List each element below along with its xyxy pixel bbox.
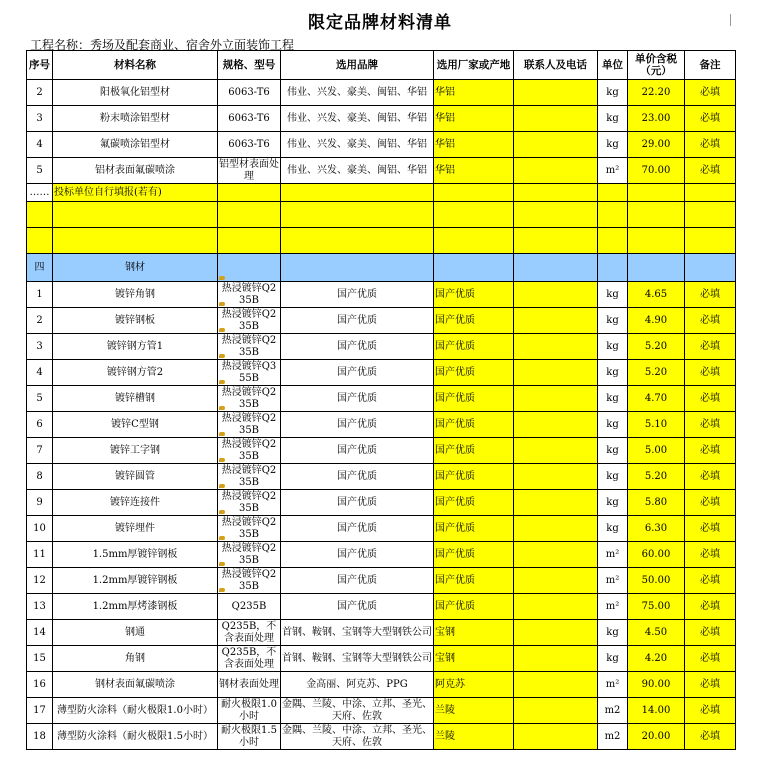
cell-remark[interactable]: 必填 bbox=[685, 438, 736, 464]
cell-no[interactable]: 9 bbox=[27, 490, 53, 516]
header-price: 单价含税（元） bbox=[628, 51, 685, 80]
cell-brand[interactable]: 国产优质 bbox=[281, 412, 434, 438]
cell-vendor[interactable]: 宝钢 bbox=[434, 646, 514, 672]
cell-spec[interactable]: 热浸镀锌Q235B bbox=[218, 438, 281, 464]
cell-brand[interactable]: 国产优质 bbox=[281, 516, 434, 542]
blank-cell[interactable] bbox=[685, 184, 736, 202]
cell-contact[interactable] bbox=[514, 360, 598, 386]
cell-contact[interactable] bbox=[514, 490, 598, 516]
cell-unit[interactable]: kg bbox=[598, 360, 628, 386]
cell-unit[interactable]: m² bbox=[598, 594, 628, 620]
cell-remark[interactable]: 必填 bbox=[685, 646, 736, 672]
cell-price[interactable]: 70.00 bbox=[628, 158, 685, 184]
page-title: 限定品牌材料清单 bbox=[308, 13, 452, 33]
blank-cell[interactable] bbox=[434, 184, 514, 202]
cell-no[interactable]: 4 bbox=[27, 132, 53, 158]
cell-price[interactable]: 5.20 bbox=[628, 464, 685, 490]
cell-name[interactable]: 1.2mm厚烤漆钢板 bbox=[53, 594, 218, 620]
cell-name[interactable]: 镀锌埋件 bbox=[53, 516, 218, 542]
blank-cell[interactable] bbox=[53, 202, 218, 228]
blank-cell[interactable] bbox=[514, 228, 598, 254]
cell-vendor[interactable]: 国产优质 bbox=[434, 594, 514, 620]
cell-price[interactable]: 23.00 bbox=[628, 106, 685, 132]
cell-unit[interactable]: kg bbox=[598, 334, 628, 360]
table-row bbox=[27, 438, 736, 464]
cell-contact[interactable] bbox=[514, 724, 598, 750]
cell-unit[interactable]: kg bbox=[598, 464, 628, 490]
blank-cell[interactable] bbox=[628, 228, 685, 254]
cell-price[interactable]: 5.80 bbox=[628, 490, 685, 516]
cell-contact[interactable] bbox=[514, 412, 598, 438]
cell-price[interactable]: 6.30 bbox=[628, 516, 685, 542]
blank-row bbox=[27, 228, 736, 254]
table-row bbox=[27, 724, 736, 750]
cell-brand[interactable]: 金高丽、阿克苏、PPG bbox=[281, 672, 434, 698]
cell-remark[interactable]: 必填 bbox=[685, 724, 736, 750]
cell-no[interactable]: 6 bbox=[27, 412, 53, 438]
header-brand: 选用品牌 bbox=[281, 51, 434, 80]
cell-brand[interactable]: 伟业、兴发、豪美、闽铝、华铝 bbox=[281, 80, 434, 106]
cell-no[interactable]: 5 bbox=[27, 158, 53, 184]
cell-spec[interactable]: Q235B bbox=[218, 594, 281, 620]
cell-brand[interactable]: 国产优质 bbox=[281, 308, 434, 334]
cell-price[interactable]: 50.00 bbox=[628, 568, 685, 594]
cell-vendor[interactable]: 国产优质 bbox=[434, 490, 514, 516]
blank-row bbox=[27, 202, 736, 228]
section-spec[interactable] bbox=[218, 254, 281, 282]
cell-spec[interactable]: 热浸镀锌Q235B bbox=[218, 490, 281, 516]
cell-name[interactable]: 氟碳喷涂铝型材 bbox=[53, 132, 218, 158]
cell-spec[interactable]: 热浸镀锌Q235B bbox=[218, 282, 281, 308]
cell-spec[interactable]: 热浸镀锌Q235B bbox=[218, 386, 281, 412]
cell-no[interactable]: 3 bbox=[27, 106, 53, 132]
cell-remark[interactable]: 必填 bbox=[685, 308, 736, 334]
cell-name[interactable]: 角钢 bbox=[53, 646, 218, 672]
cell-remark[interactable]: 必填 bbox=[685, 334, 736, 360]
cell-no[interactable]: 2 bbox=[27, 80, 53, 106]
cell-contact[interactable] bbox=[514, 620, 598, 646]
cell-spec[interactable]: Q235B，不含表面处理 bbox=[218, 620, 281, 646]
cell-price[interactable]: 4.65 bbox=[628, 282, 685, 308]
cell-price[interactable]: 14.00 bbox=[628, 698, 685, 724]
cell-name[interactable]: 镀锌钢方管2 bbox=[53, 360, 218, 386]
table-row bbox=[27, 360, 736, 386]
fill-in-note[interactable]: 投标单位自行填报(若有) bbox=[53, 184, 218, 202]
blank-cell[interactable] bbox=[598, 184, 628, 202]
cell-name[interactable]: 镀锌钢板 bbox=[53, 308, 218, 334]
table-row bbox=[27, 282, 736, 308]
cell-unit[interactable]: m² bbox=[598, 568, 628, 594]
cell-brand[interactable]: 国产优质 bbox=[281, 282, 434, 308]
cell-name[interactable]: 阳极氧化铝型材 bbox=[53, 80, 218, 106]
cell-no[interactable]: 11 bbox=[27, 542, 53, 568]
table-row bbox=[27, 80, 736, 106]
cell-spec[interactable]: 热浸镀锌Q235B bbox=[218, 464, 281, 490]
cell-unit[interactable]: m2 bbox=[598, 698, 628, 724]
table-row bbox=[27, 620, 736, 646]
cell-vendor[interactable]: 国产优质 bbox=[434, 386, 514, 412]
cell-brand[interactable]: 伟业、兴发、豪美、闽铝、华铝 bbox=[281, 158, 434, 184]
cell-remark[interactable]: 必填 bbox=[685, 80, 736, 106]
cell-price[interactable]: 29.00 bbox=[628, 132, 685, 158]
cell-unit[interactable]: m² bbox=[598, 158, 628, 184]
cell-price[interactable]: 90.00 bbox=[628, 672, 685, 698]
table-row bbox=[27, 542, 736, 568]
blank-cell[interactable] bbox=[434, 202, 514, 228]
section-no[interactable]: 四 bbox=[27, 254, 53, 282]
header-name: 材料名称 bbox=[53, 51, 218, 80]
cell-price[interactable]: 5.00 bbox=[628, 438, 685, 464]
cell-contact[interactable] bbox=[514, 672, 598, 698]
cell-brand[interactable]: 伟业、兴发、豪美、闽铝、华铝 bbox=[281, 106, 434, 132]
blank-cell[interactable] bbox=[281, 228, 434, 254]
cell-price[interactable]: 60.00 bbox=[628, 542, 685, 568]
cell-contact[interactable] bbox=[514, 106, 598, 132]
cell-unit[interactable]: kg bbox=[598, 646, 628, 672]
cell-price[interactable]: 5.10 bbox=[628, 412, 685, 438]
cell-vendor[interactable]: 国产优质 bbox=[434, 412, 514, 438]
cell-brand[interactable]: 伟业、兴发、豪美、闽铝、华铝 bbox=[281, 132, 434, 158]
cell-contact[interactable] bbox=[514, 568, 598, 594]
cell-name[interactable]: 镀锌连接件 bbox=[53, 490, 218, 516]
cell-unit[interactable]: kg bbox=[598, 386, 628, 412]
cell-no[interactable]: 7 bbox=[27, 438, 53, 464]
cell-price[interactable]: 4.90 bbox=[628, 308, 685, 334]
cell-no[interactable]: 13 bbox=[27, 594, 53, 620]
blank-cell[interactable] bbox=[27, 202, 53, 228]
cell-unit[interactable]: kg bbox=[598, 308, 628, 334]
table-row bbox=[27, 334, 736, 360]
cell-remark[interactable]: 必填 bbox=[685, 282, 736, 308]
cell-unit[interactable]: kg bbox=[598, 620, 628, 646]
cell-unit[interactable]: m² bbox=[598, 672, 628, 698]
cell-unit[interactable]: kg bbox=[598, 516, 628, 542]
cell-no[interactable]: 14 bbox=[27, 620, 53, 646]
cell-spec[interactable]: 耐火极限1.0小时 bbox=[218, 698, 281, 724]
cell-remark[interactable]: 必填 bbox=[685, 568, 736, 594]
cell-no[interactable]: …… bbox=[27, 184, 53, 202]
cell-brand[interactable]: 首钢、鞍钢、宝钢等大型钢铁公司 bbox=[281, 646, 434, 672]
blank-cell[interactable] bbox=[218, 202, 281, 228]
cell-unit[interactable]: kg bbox=[598, 106, 628, 132]
cell-brand[interactable]: 国产优质 bbox=[281, 438, 434, 464]
cell-vendor[interactable]: 国产优质 bbox=[434, 464, 514, 490]
table-row bbox=[27, 698, 736, 724]
cell-contact[interactable] bbox=[514, 158, 598, 184]
cell-name[interactable]: 镀锌钢方管1 bbox=[53, 334, 218, 360]
cell-brand[interactable]: 首钢、鞍钢、宝钢等大型钢铁公司 bbox=[281, 620, 434, 646]
cell-brand[interactable]: 国产优质 bbox=[281, 490, 434, 516]
cell-spec[interactable]: 热浸镀锌Q235B bbox=[218, 516, 281, 542]
cell-brand[interactable]: 国产优质 bbox=[281, 594, 434, 620]
header-remark: 备注 bbox=[685, 51, 736, 80]
cell-spec[interactable]: 热浸镀锌Q235B bbox=[218, 308, 281, 334]
cell-brand[interactable]: 国产优质 bbox=[281, 464, 434, 490]
cell-remark[interactable]: 必填 bbox=[685, 490, 736, 516]
cell-vendor[interactable]: 国产优质 bbox=[434, 282, 514, 308]
cell-unit[interactable]: m2 bbox=[598, 724, 628, 750]
blank-cell[interactable] bbox=[514, 202, 598, 228]
blank-cell[interactable] bbox=[598, 228, 628, 254]
table-row bbox=[27, 646, 736, 672]
cell-vendor[interactable]: 阿克苏 bbox=[434, 672, 514, 698]
cell-price[interactable]: 5.20 bbox=[628, 360, 685, 386]
cell-unit[interactable]: kg bbox=[598, 80, 628, 106]
cell-spec[interactable]: Q235B，不含表面处理 bbox=[218, 646, 281, 672]
cell-no[interactable]: 18 bbox=[27, 724, 53, 750]
cell-spec[interactable]: 6063-T6 bbox=[218, 106, 281, 132]
section-cell[interactable] bbox=[685, 254, 736, 282]
cell-remark[interactable]: 必填 bbox=[685, 464, 736, 490]
cell-name[interactable]: 薄型防火涂料（耐火极限1.0小时） bbox=[53, 698, 218, 724]
cell-brand[interactable]: 国产优质 bbox=[281, 334, 434, 360]
cell-contact[interactable] bbox=[514, 464, 598, 490]
cell-no[interactable]: 17 bbox=[27, 698, 53, 724]
cell-contact[interactable] bbox=[514, 334, 598, 360]
section-cell[interactable] bbox=[434, 254, 514, 282]
blank-cell[interactable] bbox=[218, 228, 281, 254]
cell-remark[interactable]: 必填 bbox=[685, 594, 736, 620]
project-name: 工程名称：秀场及配套商业、宿舍外立面装饰工程 bbox=[30, 38, 295, 52]
cell-no[interactable]: 15 bbox=[27, 646, 53, 672]
cell-vendor[interactable]: 华铝 bbox=[434, 158, 514, 184]
materials-table bbox=[26, 50, 736, 750]
cell-name[interactable]: 镀锌角钢 bbox=[53, 282, 218, 308]
cell-unit[interactable]: kg bbox=[598, 490, 628, 516]
table-row bbox=[27, 672, 736, 698]
cell-brand[interactable]: 国产优质 bbox=[281, 386, 434, 412]
cell-contact[interactable] bbox=[514, 80, 598, 106]
cell-contact[interactable] bbox=[514, 594, 598, 620]
cell-vendor[interactable]: 华铝 bbox=[434, 132, 514, 158]
cell-spec[interactable]: 钢材表面处理 bbox=[218, 672, 281, 698]
cell-remark[interactable]: 必填 bbox=[685, 106, 736, 132]
cell-vendor[interactable]: 国产优质 bbox=[434, 308, 514, 334]
table-row bbox=[27, 132, 736, 158]
cell-spec[interactable]: 热浸镀锌Q235B bbox=[218, 568, 281, 594]
cell-name[interactable]: 钢通 bbox=[53, 620, 218, 646]
section-row-steel bbox=[27, 254, 736, 282]
cell-vendor[interactable]: 宝钢 bbox=[434, 620, 514, 646]
blank-cell[interactable] bbox=[218, 184, 281, 202]
text-cursor bbox=[730, 14, 731, 26]
cell-price[interactable]: 5.20 bbox=[628, 334, 685, 360]
cell-name[interactable]: 钢材表面氟碳喷涂 bbox=[53, 672, 218, 698]
cell-contact[interactable] bbox=[514, 282, 598, 308]
cell-price[interactable]: 20.00 bbox=[628, 724, 685, 750]
fill-in-row bbox=[27, 184, 736, 202]
cell-vendor[interactable]: 国产优质 bbox=[434, 516, 514, 542]
section-cell[interactable] bbox=[514, 254, 598, 282]
cell-vendor[interactable]: 国产优质 bbox=[434, 542, 514, 568]
blank-cell[interactable] bbox=[281, 184, 434, 202]
cell-price[interactable]: 22.20 bbox=[628, 80, 685, 106]
table-row bbox=[27, 106, 736, 132]
cell-contact[interactable] bbox=[514, 542, 598, 568]
cell-vendor[interactable]: 兰陵 bbox=[434, 698, 514, 724]
cell-unit[interactable]: kg bbox=[598, 282, 628, 308]
cell-no[interactable]: 10 bbox=[27, 516, 53, 542]
cell-remark[interactable]: 必填 bbox=[685, 542, 736, 568]
header-unit: 单位 bbox=[598, 51, 628, 80]
table-row bbox=[27, 412, 736, 438]
cell-vendor[interactable]: 国产优质 bbox=[434, 360, 514, 386]
cell-no[interactable]: 4 bbox=[27, 360, 53, 386]
blank-cell[interactable] bbox=[53, 228, 218, 254]
table-row bbox=[27, 516, 736, 542]
cell-name[interactable]: 镀锌C型钢 bbox=[53, 412, 218, 438]
cell-name[interactable]: 镀锌圆管 bbox=[53, 464, 218, 490]
cell-contact[interactable] bbox=[514, 438, 598, 464]
cell-unit[interactable]: kg bbox=[598, 438, 628, 464]
blank-cell[interactable] bbox=[434, 228, 514, 254]
cell-brand[interactable]: 国产优质 bbox=[281, 360, 434, 386]
cell-brand[interactable]: 金隅、兰陵、中涂、立邦、圣光、天府、佐敦 bbox=[282, 698, 432, 722]
cell-no[interactable]: 16 bbox=[27, 672, 53, 698]
cell-contact[interactable] bbox=[514, 646, 598, 672]
blank-cell[interactable] bbox=[628, 184, 685, 202]
cell-spec[interactable]: 热浸镀锌Q235B bbox=[218, 542, 281, 568]
cell-name[interactable]: 镀锌槽钢 bbox=[53, 386, 218, 412]
table-row bbox=[27, 464, 736, 490]
table-row bbox=[27, 308, 736, 334]
blank-cell[interactable] bbox=[281, 202, 434, 228]
cell-no[interactable]: 2 bbox=[27, 308, 53, 334]
blank-cell[interactable] bbox=[598, 202, 628, 228]
cell-price[interactable]: 4.50 bbox=[628, 620, 685, 646]
section-cell[interactable] bbox=[598, 254, 628, 282]
cell-vendor[interactable]: 华铝 bbox=[434, 106, 514, 132]
table-row bbox=[27, 490, 736, 516]
section-cell[interactable] bbox=[628, 254, 685, 282]
cell-contact[interactable] bbox=[514, 132, 598, 158]
section-cell[interactable] bbox=[281, 254, 434, 282]
cell-remark[interactable]: 必填 bbox=[685, 672, 736, 698]
cell-price[interactable]: 4.20 bbox=[628, 646, 685, 672]
section-name[interactable]: 钢材 bbox=[53, 254, 218, 282]
cell-contact[interactable] bbox=[514, 386, 598, 412]
table-row bbox=[27, 158, 736, 184]
cell-spec[interactable]: 耐火极限1.5小时 bbox=[218, 724, 281, 750]
cell-remark[interactable]: 必填 bbox=[685, 158, 736, 184]
cell-name[interactable]: 铝材表面氟碳喷涂 bbox=[53, 158, 218, 184]
cell-spec[interactable]: 热浸镀锌Q355B bbox=[218, 360, 281, 386]
cell-remark[interactable]: 必填 bbox=[685, 620, 736, 646]
cell-unit[interactable]: kg bbox=[598, 412, 628, 438]
cell-remark[interactable]: 必填 bbox=[685, 132, 736, 158]
cell-name[interactable]: 1.5mm厚镀锌钢板 bbox=[53, 542, 218, 568]
cell-vendor[interactable]: 国产优质 bbox=[434, 568, 514, 594]
cell-spec[interactable]: 热浸镀锌Q235B bbox=[218, 334, 281, 360]
cell-price[interactable]: 75.00 bbox=[628, 594, 685, 620]
header-no: 序号 bbox=[27, 51, 53, 80]
cell-name[interactable]: 粉末喷涂铝型材 bbox=[53, 106, 218, 132]
blank-cell[interactable] bbox=[27, 228, 53, 254]
blank-cell[interactable] bbox=[685, 202, 736, 228]
cell-name[interactable]: 1.2mm厚镀锌钢板 bbox=[53, 568, 218, 594]
cell-unit[interactable]: kg bbox=[598, 132, 628, 158]
header-vendor: 选用厂家或产地 bbox=[434, 51, 514, 80]
cell-vendor[interactable]: 国产优质 bbox=[434, 438, 514, 464]
cell-spec[interactable]: 铝型材表面处理 bbox=[219, 158, 279, 182]
cell-no[interactable]: 5 bbox=[27, 386, 53, 412]
cell-no[interactable]: 1 bbox=[27, 282, 53, 308]
cell-name[interactable]: 镀锌工字钢 bbox=[53, 438, 218, 464]
cell-contact[interactable] bbox=[514, 698, 598, 724]
cell-brand[interactable]: 国产优质 bbox=[281, 568, 434, 594]
cell-vendor[interactable]: 兰陵 bbox=[434, 724, 514, 750]
cell-brand[interactable]: 国产优质 bbox=[281, 542, 434, 568]
blank-cell[interactable] bbox=[685, 228, 736, 254]
table-row bbox=[27, 386, 736, 412]
cell-unit[interactable]: m² bbox=[598, 542, 628, 568]
header-spec: 规格、型号 bbox=[218, 51, 281, 80]
header-row bbox=[27, 51, 736, 80]
table-row bbox=[27, 594, 736, 620]
cell-vendor[interactable]: 华铝 bbox=[434, 80, 514, 106]
blank-cell[interactable] bbox=[628, 202, 685, 228]
cell-remark[interactable]: 必填 bbox=[685, 386, 736, 412]
cell-spec[interactable]: 6063-T6 bbox=[218, 80, 281, 106]
cell-remark[interactable]: 必填 bbox=[685, 698, 736, 724]
cell-vendor[interactable]: 国产优质 bbox=[434, 334, 514, 360]
cell-no[interactable]: 3 bbox=[27, 334, 53, 360]
cell-no[interactable]: 12 bbox=[27, 568, 53, 594]
table-row bbox=[27, 568, 736, 594]
cell-remark[interactable]: 必填 bbox=[685, 412, 736, 438]
cell-remark[interactable]: 必填 bbox=[685, 360, 736, 386]
cell-contact[interactable] bbox=[514, 308, 598, 334]
cell-name[interactable]: 薄型防火涂料（耐火极限1.5小时） bbox=[53, 724, 218, 750]
blank-cell[interactable] bbox=[514, 184, 598, 202]
cell-price[interactable]: 4.70 bbox=[628, 386, 685, 412]
cell-no[interactable]: 8 bbox=[27, 464, 53, 490]
header-contact: 联系人及电话 bbox=[514, 51, 598, 80]
cell-spec[interactable]: 热浸镀锌Q235B bbox=[218, 412, 281, 438]
cell-spec[interactable]: 6063-T6 bbox=[218, 132, 281, 158]
cell-remark[interactable]: 必填 bbox=[685, 516, 736, 542]
cell-contact[interactable] bbox=[514, 516, 598, 542]
cell-brand[interactable]: 金隅、兰陵、中涂、立邦、圣光、天府、佐敦 bbox=[282, 724, 432, 748]
